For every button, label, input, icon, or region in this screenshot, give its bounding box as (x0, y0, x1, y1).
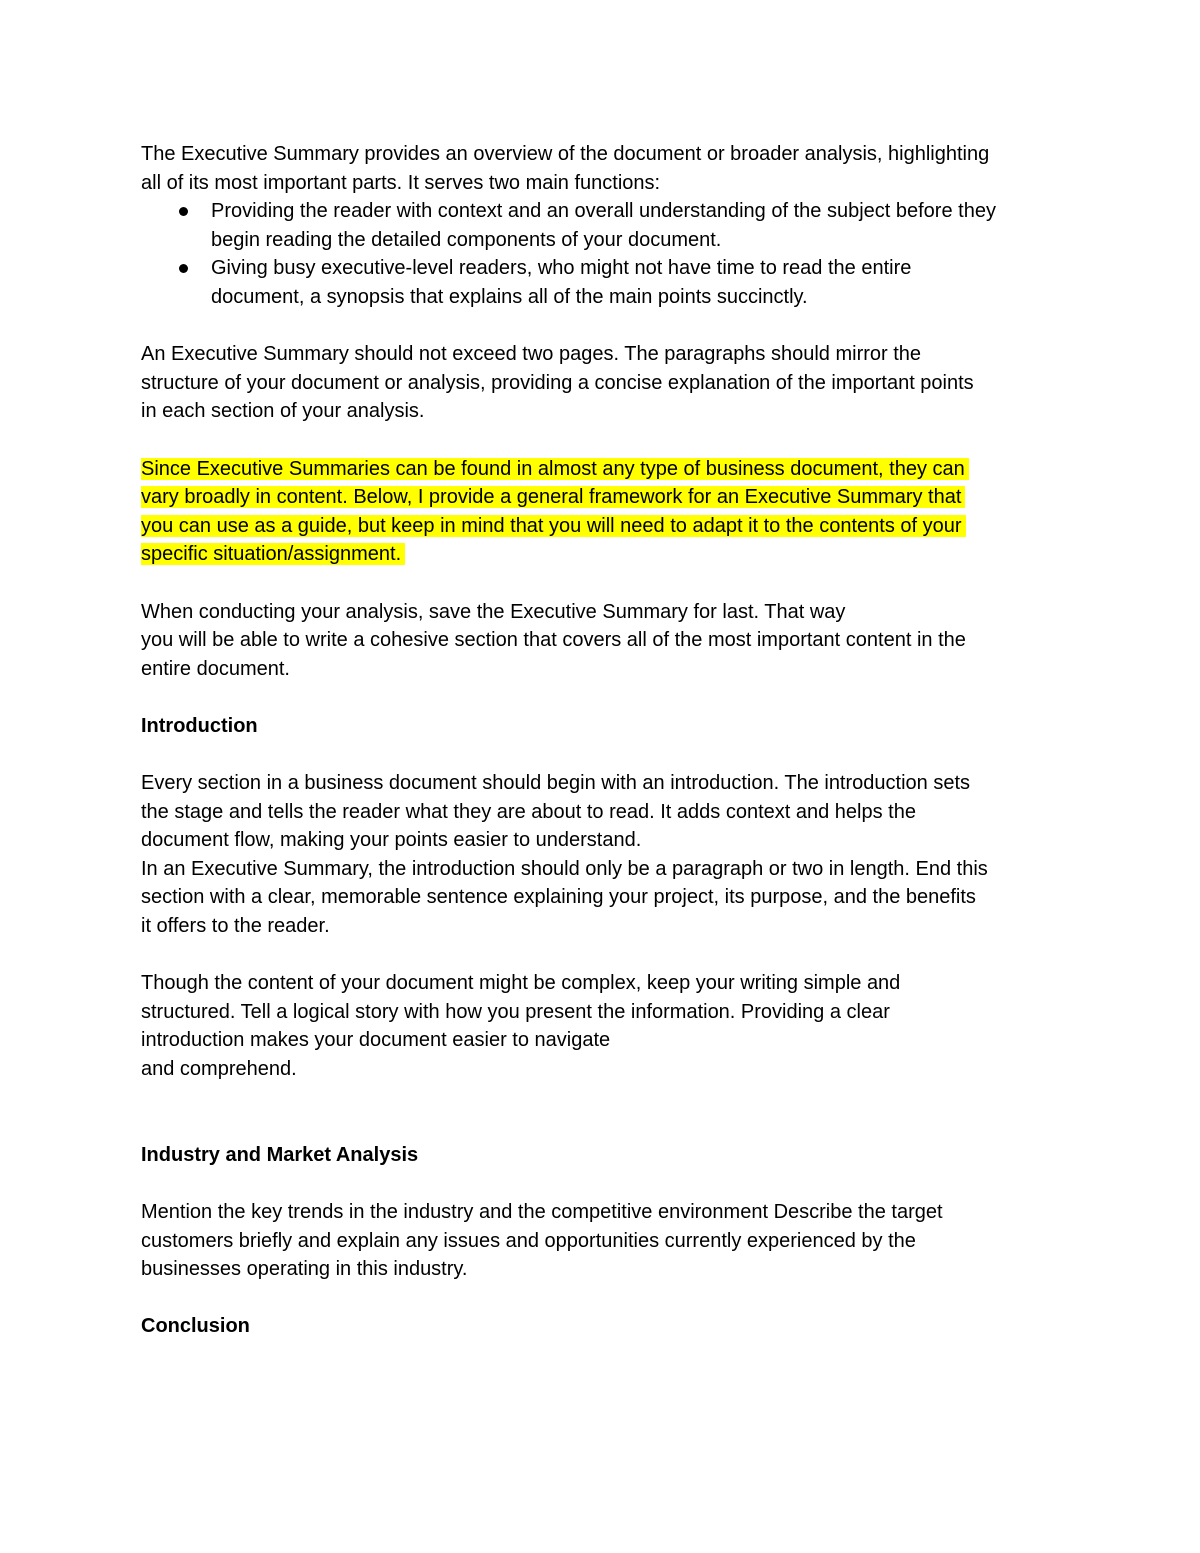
list-item (141, 254, 1071, 311)
spacer (141, 1284, 1071, 1313)
text-line: document flow, making your points easier to understand. (141, 829, 642, 852)
introduction-heading: Introduction (141, 714, 258, 737)
text-line: The Executive Summary provides an overview of the document or broader analysis, highlighting (141, 143, 990, 165)
spacer (141, 941, 1071, 970)
spacer (141, 1084, 1071, 1113)
text-line: it offers to the reader. (141, 915, 330, 938)
list-item (141, 197, 1071, 254)
text-line: In an Executive Summary, the introduction should only be a paragraph or two in length. End this (141, 857, 988, 880)
spacer (141, 1169, 1071, 1198)
text-line: in each section of your analysis. (141, 400, 425, 423)
functions-bullet-list (141, 197, 1071, 311)
text-line (141, 540, 1071, 569)
intro-paragraph (141, 140, 1071, 197)
industry-heading: Industry and Market Analysis (141, 1143, 419, 1166)
spacer (141, 569, 1071, 598)
introduction-paragraph (141, 769, 1071, 941)
text-line: Every section in a business document should begin with an introduction. The introduction sets (141, 772, 971, 795)
text-line: When conducting your analysis, save the Executive Summary for last. That way (141, 600, 846, 623)
industry-paragraph (141, 1198, 1071, 1284)
length-paragraph (141, 340, 1071, 426)
text-line: customers briefly and explain any issues and opportunities currently experienced by the (141, 1229, 916, 1252)
highlighted-paragraph (141, 455, 1071, 569)
text-line: section with a clear, memorable sentence explaining your project, its purpose, and the benefits (141, 886, 976, 909)
text-line: Mention the key trends in the industry and the competitive environment Describe the target (141, 1200, 943, 1223)
text-line: begin reading the detailed components of your document. (211, 228, 722, 251)
spacer (141, 426, 1071, 455)
text-line: document, a synopsis that explains all of the main points succinctly. (211, 285, 808, 308)
document-body (141, 140, 1071, 1341)
text-line: structure of your document or analysis, providing a concise explanation of the important points (141, 371, 974, 394)
text-line (141, 512, 1071, 541)
spacer (141, 683, 1071, 712)
text-line: Giving busy executive-level readers, who might not have time to read the entire (211, 257, 912, 280)
spacer (141, 1112, 1071, 1141)
highlighted-text: Since Executive Summaries can be found in almost any type of business document, they can (141, 458, 969, 480)
text-line: introduction makes your document easier to navigate (141, 1029, 611, 1052)
text-line: structured. Tell a logical story with how you present the information. Providing a clear (141, 1000, 890, 1023)
text-line: businesses operating in this industry. (141, 1258, 468, 1281)
highlighted-text: specific situation/assignment. (141, 543, 405, 565)
bullet-icon (179, 207, 188, 216)
spacer (141, 740, 1071, 769)
spacer (141, 312, 1071, 341)
bullet-icon (179, 264, 188, 273)
text-line: the stage and tells the reader what they are about to read. It adds context and helps the (141, 800, 916, 823)
text-line: all of its most important parts. It serves two main functions: (141, 171, 661, 194)
text-line: Though the content of your document might be complex, keep your writing simple and (141, 972, 901, 995)
introduction-paragraph-2 (141, 969, 1071, 1083)
highlighted-text: you can use as a guide, but keep in mind that you will need to adapt it to the contents of your (141, 515, 966, 537)
highlighted-text: vary broadly in content. Below, I provide a general framework for an Executive Summary that (141, 486, 965, 508)
text-line: Providing the reader with context and an overall understanding of the subject before they (211, 200, 996, 223)
text-line: and comprehend. (141, 1058, 297, 1080)
text-line (141, 455, 1071, 484)
text-line (141, 483, 1071, 512)
timing-paragraph (141, 598, 1071, 684)
text-line: entire document. (141, 657, 290, 680)
text-line: An Executive Summary should not exceed two pages. The paragraphs should mirror the (141, 343, 922, 366)
text-line: you will be able to write a cohesive section that covers all of the most important content in the (141, 629, 966, 652)
conclusion-heading: Conclusion (141, 1315, 250, 1338)
